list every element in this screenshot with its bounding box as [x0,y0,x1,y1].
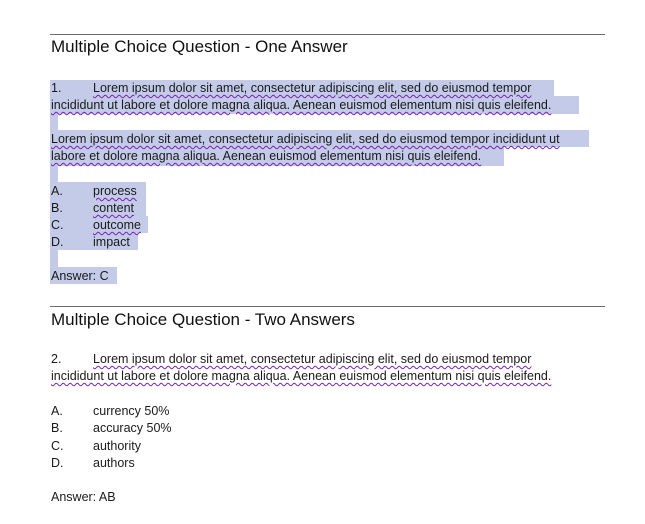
question-paragraph-line: Lorem ipsum dolor sit amet, consectetur adipiscing elit, sed do eiusmod tempor incididunt ut [51,132,560,146]
option-letter: D. [51,235,64,249]
question-stem-line: incididunt ut labore et dolore magna aliqua. Aenean euismod elementum nisi quis eleifend. [51,369,552,383]
selection-highlight [50,250,58,267]
section-divider [50,306,605,307]
question-stem-line: Lorem ipsum dolor sit amet, consectetur adipiscing elit, sed do eiusmod tempor [93,352,532,366]
question-stem-line: Lorem ipsum dolor sit amet, consectetur adipiscing elit, sed do eiusmod tempor [93,81,532,95]
option-letter: C. [51,439,64,453]
option-text: authority [93,439,141,453]
question-number: 1. [51,81,62,95]
option-letter: D. [51,456,64,470]
option-letter: A. [51,184,63,198]
question-paragraph-line: labore et dolore magna aliqua. Aenean euismod elementum nisi quis eleifend. [51,149,482,163]
option-text: outcome [93,218,141,232]
question-number: 2. [51,352,62,366]
question-stem-line: incididunt ut labore et dolore magna aliqua. Aenean euismod elementum nisi quis eleifend. [51,98,552,112]
option-letter: B. [51,201,63,215]
section-heading-two-answers: Multiple Choice Question - Two Answers [51,310,355,329]
answer-key: Answer: C [51,269,109,283]
option-text: impact [93,235,130,249]
answer-key: Answer: AB [51,490,116,504]
selection-highlight [50,166,58,182]
section-heading-one-answer: Multiple Choice Question - One Answer [51,37,348,56]
option-text: currency 50% [93,404,170,418]
section-divider-top [50,34,605,35]
option-text: accuracy 50% [93,421,172,435]
option-letter: C. [51,218,64,232]
option-text: content [93,201,135,215]
option-text: authors [93,456,135,470]
option-text: process [93,184,137,198]
option-letter: A. [51,404,63,418]
option-letter: B. [51,421,63,435]
selection-highlight [50,114,58,130]
